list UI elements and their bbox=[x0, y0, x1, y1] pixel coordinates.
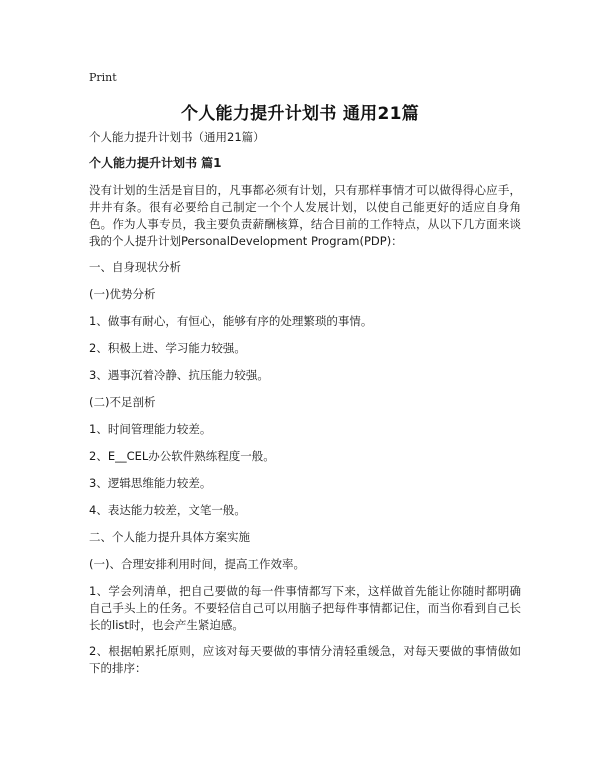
heading-self-analysis: 一、自身现状分析 bbox=[89, 260, 181, 274]
intro-paragraph: 没有计划的生活是盲目的，凡事都必须有计划，只有那样事情才可以做得得心应手，井井有条。很有必要给自己制定一个个人发展计划，以使自己能更好的适应自身角色。作为人事专员，我主要负责薪酬核算，结合目前的工作特点，从以下几方面来谈我的个人提升计划PersonalDevelopment Program(PDP)： bbox=[89, 183, 521, 248]
paragraph-checklist: 1、学会列清单，把自己要做的每一件事情都写下来，这样做首先能让你随时都明确自己手头上的任务。不要轻信自己可以用脑子把每件事情都记住，而当你看到自己长长的list时，也会产生紧迫感。 bbox=[89, 584, 521, 632]
heading-strengths: (一)优势分析 bbox=[89, 287, 156, 301]
paragraph-pareto: 2、根据帕累托原则，应该对每天要做的事情分清轻重缓急，对每天要做的事情做如下的排序： bbox=[89, 644, 521, 675]
list-item: 3、逻辑思维能力较差。 bbox=[89, 476, 212, 490]
print-label: Print bbox=[89, 71, 117, 84]
list-item: 4、表达能力较差，文笔一般。 bbox=[89, 503, 246, 517]
list-item: 1、做事有耐心，有恒心，能够有序的处理繁琐的事情。 bbox=[89, 314, 373, 328]
heading-weaknesses: (二)不足剖析 bbox=[89, 395, 156, 409]
document-subtitle: 个人能力提升计划书（通用21篇） bbox=[89, 130, 265, 144]
list-item: 2、积极上进、学习能力较强。 bbox=[89, 341, 246, 355]
list-item: 2、E__CEL办公软件熟练程度一般。 bbox=[89, 449, 275, 463]
page-title: 个人能力提升计划书 通用21篇 bbox=[180, 104, 420, 124]
section-heading: 个人能力提升计划书 篇1 bbox=[89, 156, 222, 170]
heading-plan: 二、个人能力提升具体方案实施 bbox=[89, 530, 250, 544]
document-body bbox=[89, 129, 521, 686]
heading-time-management: (一)、合理安排利用时间，提高工作效率。 bbox=[89, 557, 305, 571]
list-item: 1、时间管理能力较差。 bbox=[89, 422, 212, 436]
list-item: 3、遇事沉着冷静、抗压能力较强。 bbox=[89, 368, 269, 382]
